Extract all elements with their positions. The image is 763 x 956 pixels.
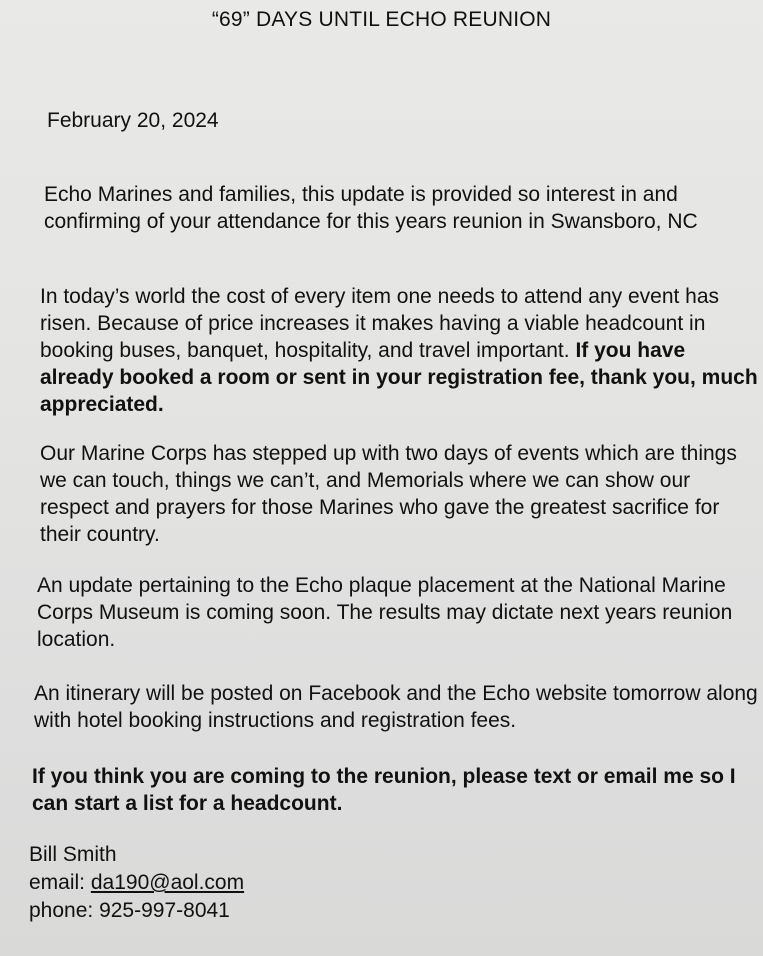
paragraph-cost-thanks: If you have already booked a room or sent in your registration fee, thank you, much appreciated.	[40, 339, 758, 416]
signature-block	[29, 841, 244, 925]
signature-email-line	[29, 869, 244, 897]
signature-name: Bill Smith	[29, 843, 117, 866]
email-link[interactable]: da190@aol.com	[90, 871, 245, 894]
paragraph-plaque: An update pertaining to the Echo plaque placement at the National Marine Corps Museum is coming soon. The results may dictate next years reunion location.	[37, 574, 733, 651]
paragraph-intro: Echo Marines and families, this update is provided so interest in and confirming of your attendance for this years reunion in Swansboro, NC	[44, 183, 698, 233]
letter-date: February 20, 2024	[47, 109, 219, 132]
phone-label: phone:	[29, 899, 100, 922]
signature-phone-line	[29, 897, 244, 925]
paragraph-headcount-request: If you think you are coming to the reunion, please text or email me so I can start a list for a headcount.	[32, 765, 736, 815]
email-label: email:	[29, 871, 91, 894]
paragraph-cost-text: In today’s world the cost of every item one needs to attend any event has risen. Because of price increases it makes having a viable headcount in booking buses, banquet, hospitality, and travel important.	[40, 285, 720, 362]
paragraph-itinerary: An itinerary will be posted on Facebook and the Echo website tomorrow along with hotel booking instructions and registration fees.	[34, 682, 758, 732]
paragraph-events: Our Marine Corps has stepped up with two days of events which are things we can touch, things we can’t, and Memorials where we can show our respect and prayers for those Marines who gave the greatest sacrifice for their country.	[40, 442, 737, 546]
letter-heading: “69” DAYS UNTIL ECHO REUNION	[211, 8, 552, 31]
phone-number: 925-997-8041	[99, 899, 230, 922]
paragraph-cost	[40, 283, 758, 418]
